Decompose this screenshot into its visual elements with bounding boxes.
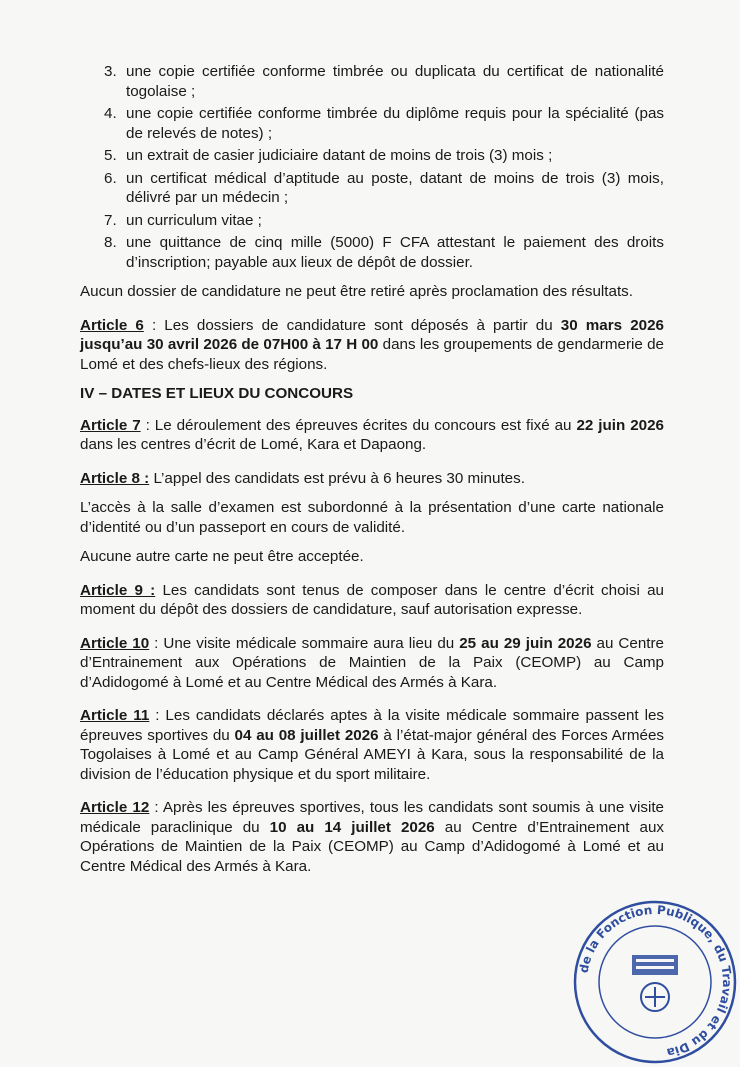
requirements-list: [80, 62, 664, 272]
list-item: 3. une copie certifiée conforme timbrée ou duplicata du certificat de nationalité togolaise ;: [104, 63, 664, 100]
stamp-emblem-icon: [632, 955, 678, 1011]
article-6: Article 6 : Les dossiers de candidature sont déposés à partir du 30 mars 2026 jusqu’au 30 avril 2026 de 07H00 à 17 H 00 dans les groupements de gendarmerie de Lomé et des chefs-lieux des régions.: [80, 316, 664, 373]
article-label: Article 7: [80, 416, 141, 434]
document-body: [80, 62, 664, 886]
article-11: Article 11 : Les candidats déclarés aptes à la visite médicale sommaire passent les épreuves sportives du 04 au 08 juillet 2026 à l’état-major général des Forces Armées Togolaises à Lomé et au Camp Général AMEYI à Kara, sous la responsabilité de la division de l’éducation physique et du sport militaire.: [80, 707, 665, 783]
list-item: 4. une copie certifiée conforme timbrée du diplôme requis pour la spécialité (pas de relevés de notes) ;: [104, 105, 664, 142]
article-10: Article 10 : Une visite médicale sommaire aura lieu du 25 au 29 juin 2026 au Centre d’Entrainement aux Opérations de Maintien de la Paix (CEOMP) au Camp d’Adidogomé à Lomé et au Centre Médical des Armés à Kara.: [80, 634, 665, 691]
access-text: L’accès à la salle d’examen est subordonné à la présentation d’une carte nationale d’identité ou d’un passeport en cours de validité.: [80, 499, 664, 536]
article-12: Article 12 : Après les épreuves sportives, tous les candidats sont soumis à une visite médicale paraclinique du 10 au 14 juillet 2026 au Centre d’Entrainement aux Opérations de Maintien de la Paix (CEOMP) au Camp d’Adidogomé à Lomé et au Centre Médical des Armés à Kara.: [80, 799, 665, 875]
list-item: 8. une quittance de cinq mille (5000) F CFA attestant le paiement des droits d’inscription; payable aux lieux de dépôt de dossier.: [104, 234, 664, 271]
list-item: 6. un certificat médical d’aptitude au poste, datant de moins de trois (3) mois, délivré par un médecin ;: [104, 169, 664, 206]
no-other-card: Aucune autre carte ne peut être acceptée.: [80, 548, 364, 565]
list-item: 5. un extrait de casier judiciaire datant de moins de trois (3) mois ;: [104, 147, 553, 164]
article-label: Article 11: [80, 707, 150, 724]
article-label: Article 6: [80, 316, 144, 334]
article-7: Article 7 : Le déroulement des épreuves écrites du concours est fixé au 22 juin 2026 dans les centres d’écrit de Lomé, Kara et Dapaong.: [80, 416, 664, 453]
no-withdrawal-note: Aucun dossier de candidature ne peut être retiré après proclamation des résultats.: [80, 283, 633, 300]
article-label: Article 8 :: [80, 469, 150, 487]
stamp-text: de la Fonction Publique, du Travail et du Dia: [576, 902, 735, 1060]
article-label: Article 9 :: [80, 581, 156, 599]
section-title: IV – DATES ET LIEUX DU CONCOURS: [80, 385, 354, 402]
article-label: Article 12: [80, 799, 150, 816]
article-label: Article 10: [80, 634, 150, 652]
official-stamp: [570, 897, 740, 1067]
article-8: Article 8 : L’appel des candidats est prévu à 6 heures 30 minutes.: [80, 469, 525, 487]
list-item: 7. un curriculum vitae ;: [104, 211, 262, 229]
article-9: Article 9 : Les candidats sont tenus de composer dans le centre d’écrit choisi au moment du dépôt des dossiers de candidature, sauf autorisation expresse.: [80, 581, 664, 618]
